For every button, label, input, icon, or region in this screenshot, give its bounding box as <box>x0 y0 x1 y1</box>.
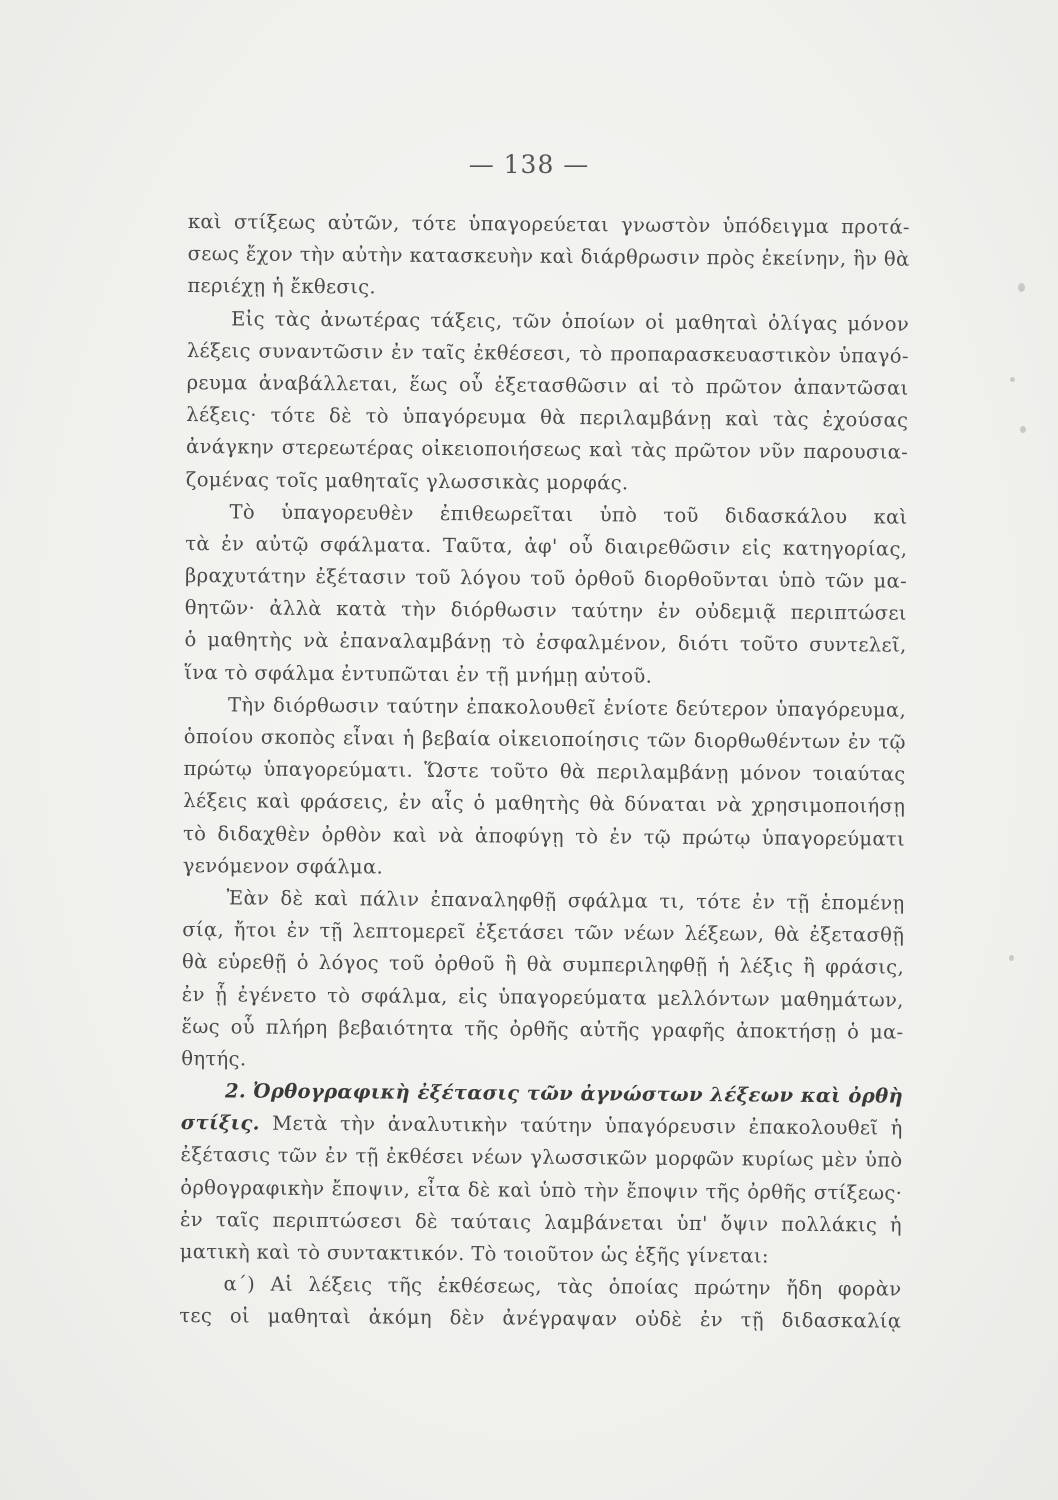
paper-speck <box>1009 955 1014 961</box>
text-line: ἀνάγκην στερεωτέρας οἰκειοποιήσεως καὶ τὰς πρῶτον νῦν παρουσια- <box>186 435 909 464</box>
text-line: ἐν ᾗ ἐγένετο τὸ σφάλμα, εἰς ὑπαγορεύματα μελλόντων μαθημάτων, <box>181 982 904 1012</box>
text-line: γενόμενον σφάλμα. <box>182 853 384 879</box>
body-text <box>179 206 910 1338</box>
text-line: ἐξέτασις τῶν ἐν τῇ ἐκθέσει νέων γλωσσικῶν μορφῶν κυρίως μὲν ὑπὸ <box>180 1143 903 1173</box>
text-line: ζομένας τοῖς μαθηταῖς γλωσσικὰς μορφάς. <box>185 467 629 494</box>
text-line: θητῶν· ἀλλὰ κατὰ τὴν διόρθωσιν ταύτην ἐν οὐδεμιᾷ περιπτώσει <box>184 596 907 625</box>
text-line: ρευμα ἀναβάλλεται, ἕως οὗ ἐξετασθῶσιν αἱ τὸ πρῶτον ἀπαντῶσαι <box>186 370 909 400</box>
text-line: τες οἱ μαθηταὶ ἀκόμη δὲν ἀνέγραψαν οὐδὲ ἐν τῇ διδασκαλίᾳ <box>179 1304 902 1334</box>
text-line: λέξεις· τότε δὲ τὸ ὑπαγόρευμα θὰ περιλαμβάνῃ καὶ τὰς ἐχούσας <box>186 403 909 432</box>
text-line: καὶ στίξεως αὐτῶν, τότε ὑπαγορεύεται γνωστὸν ὑπόδειγμα προτά- <box>187 209 910 239</box>
text-line: σεως ἔχον τὴν αὐτὴν κατασκευὴν καὶ διάρθρωσιν πρὸς ἐκείνην, ἣν θὰ <box>187 242 910 271</box>
text-line: λέξεις καὶ φράσεις, ἐν αἷς ὁ μαθητὴς θὰ δύναται νὰ χρησιμοποιήσῃ <box>183 789 906 819</box>
text-line: τὰ ἐν αὐτῷ σφάλματα. Ταῦτα, ἀφ' οὗ διαιρεθῶσιν εἰς κατηγορίας, <box>185 531 908 561</box>
text-line: ἐν ταῖς περιπτώσεσι δὲ ταύταις λαμβάνεται ὑπ' ὄψιν πολλάκις ἡ <box>179 1207 903 1237</box>
text-line: τὸ διδαχθὲν ὀρθὸν καὶ νὰ ἀποφύγῃ τὸ ἐν τῷ πρώτῳ ὑπαγορεύματι <box>182 821 906 851</box>
section-number: 2. <box>224 1079 247 1103</box>
text-line: ὀρθογραφικὴν ἔποψιν, εἶτα δὲ καὶ ὑπὸ τὴν ἔποψιν τῆς ὀρθῆς στίξεως· <box>180 1175 903 1205</box>
paragraph-start: Εἰς τὰς ἀνωτέρας τάξεις, τῶν ὁποίων οἱ μαθηταὶ ὀλίγας μόνον <box>231 306 910 336</box>
list-item-a: α΄) Αἱ λέξεις τῆς ἐκθέσεως, τὰς ὁποίας πρώτην ἤδη φορὰν <box>223 1272 902 1301</box>
text-line: θητής. <box>181 1046 247 1071</box>
paragraph-start: Τὴν διόρθωσιν ταύτην ἐπακολουθεῖ ἐνίοτε δεύτερον ὑπαγόρευμα, <box>227 693 907 722</box>
page-number: — 138 — <box>468 150 590 179</box>
text-line: ὁ μαθητὴς νὰ ἐπαναλαμβάνῃ τὸ ἐσφαλμένον, διότι τοῦτο συντελεῖ, <box>184 628 907 658</box>
text-line: ἕως οὗ πλήρη βεβαιότητα τῆς ὀρθῆς αὐτῆς γραφῆς ἀποκτήσῃ ὁ μα- <box>181 1014 904 1044</box>
paragraph-start: Ἐὰν δὲ καὶ πάλιν ἐπαναληφθῇ σφάλμα τι, τότε ἐν τῇ ἑπομένῃ <box>226 886 905 915</box>
paper-speck <box>1020 426 1026 433</box>
text-line: πρώτῳ ὑπαγορεύματι. Ὥστε τοῦτο θὰ περιλαμβάνῃ μόνον τοιαύτας <box>183 757 906 786</box>
paper-speck <box>1010 377 1015 382</box>
section-first-line-text: Μετὰ τὴν ἀναλυτικὴν ταύτην ὑπαγόρευσιν ἐπακολουθεῖ ἡ <box>272 1111 903 1140</box>
text-line: λέξεις συναντῶσιν ἐν ταῖς ἐκθέσεσι, τὸ προπαρασκευαστικὸν ὑπαγό- <box>186 338 909 368</box>
text-line: θὰ εὑρεθῇ ὁ λόγος τοῦ ὀρθοῦ ἢ θὰ συμπεριληφθῇ ἡ λέξις ἢ φράσις, <box>181 950 905 979</box>
paragraph-start: Τὸ ὑπαγορευθὲν ἐπιθεωρεῖται ὑπὸ τοῦ διδασκάλου καὶ <box>229 500 908 529</box>
text-line: ὁποίου σκοπὸς εἶναι ἡ βεβαία οἰκειοποίησις τῶν διορθωθέντων ἐν τῷ <box>183 724 906 754</box>
text-line: ματικὴ καὶ τὸ συντακτικόν. Τὸ τοιοῦτον ὡς ἑξῆς γίνεται: <box>179 1239 769 1268</box>
text-line: ἵνα τὸ σφάλμα ἐντυπῶται ἐν τῇ μνήμῃ αὐτοῦ. <box>184 660 653 688</box>
text-line: βραχυτάτην ἐξέτασιν τοῦ λόγου τοῦ ὀρθοῦ διορθοῦνται ὑπὸ τῶν μα- <box>185 564 908 593</box>
paper-speck <box>1018 283 1025 292</box>
section-heading: Ὀρθογραφικὴ ἐξέτασις τῶν ἀγνώστων λέξεων καὶ ὀρθὴ <box>252 1079 904 1108</box>
text-line: περιέχῃ ἡ ἔκθεσις. <box>187 274 377 299</box>
section-heading-cont: στίξις. <box>180 1111 260 1135</box>
text-line: σίᾳ, ἤτοι ἐν τῇ λεπτομερεῖ ἐξετάσει τῶν νέων λέξεων, θὰ ἐξετασθῇ <box>182 918 905 947</box>
